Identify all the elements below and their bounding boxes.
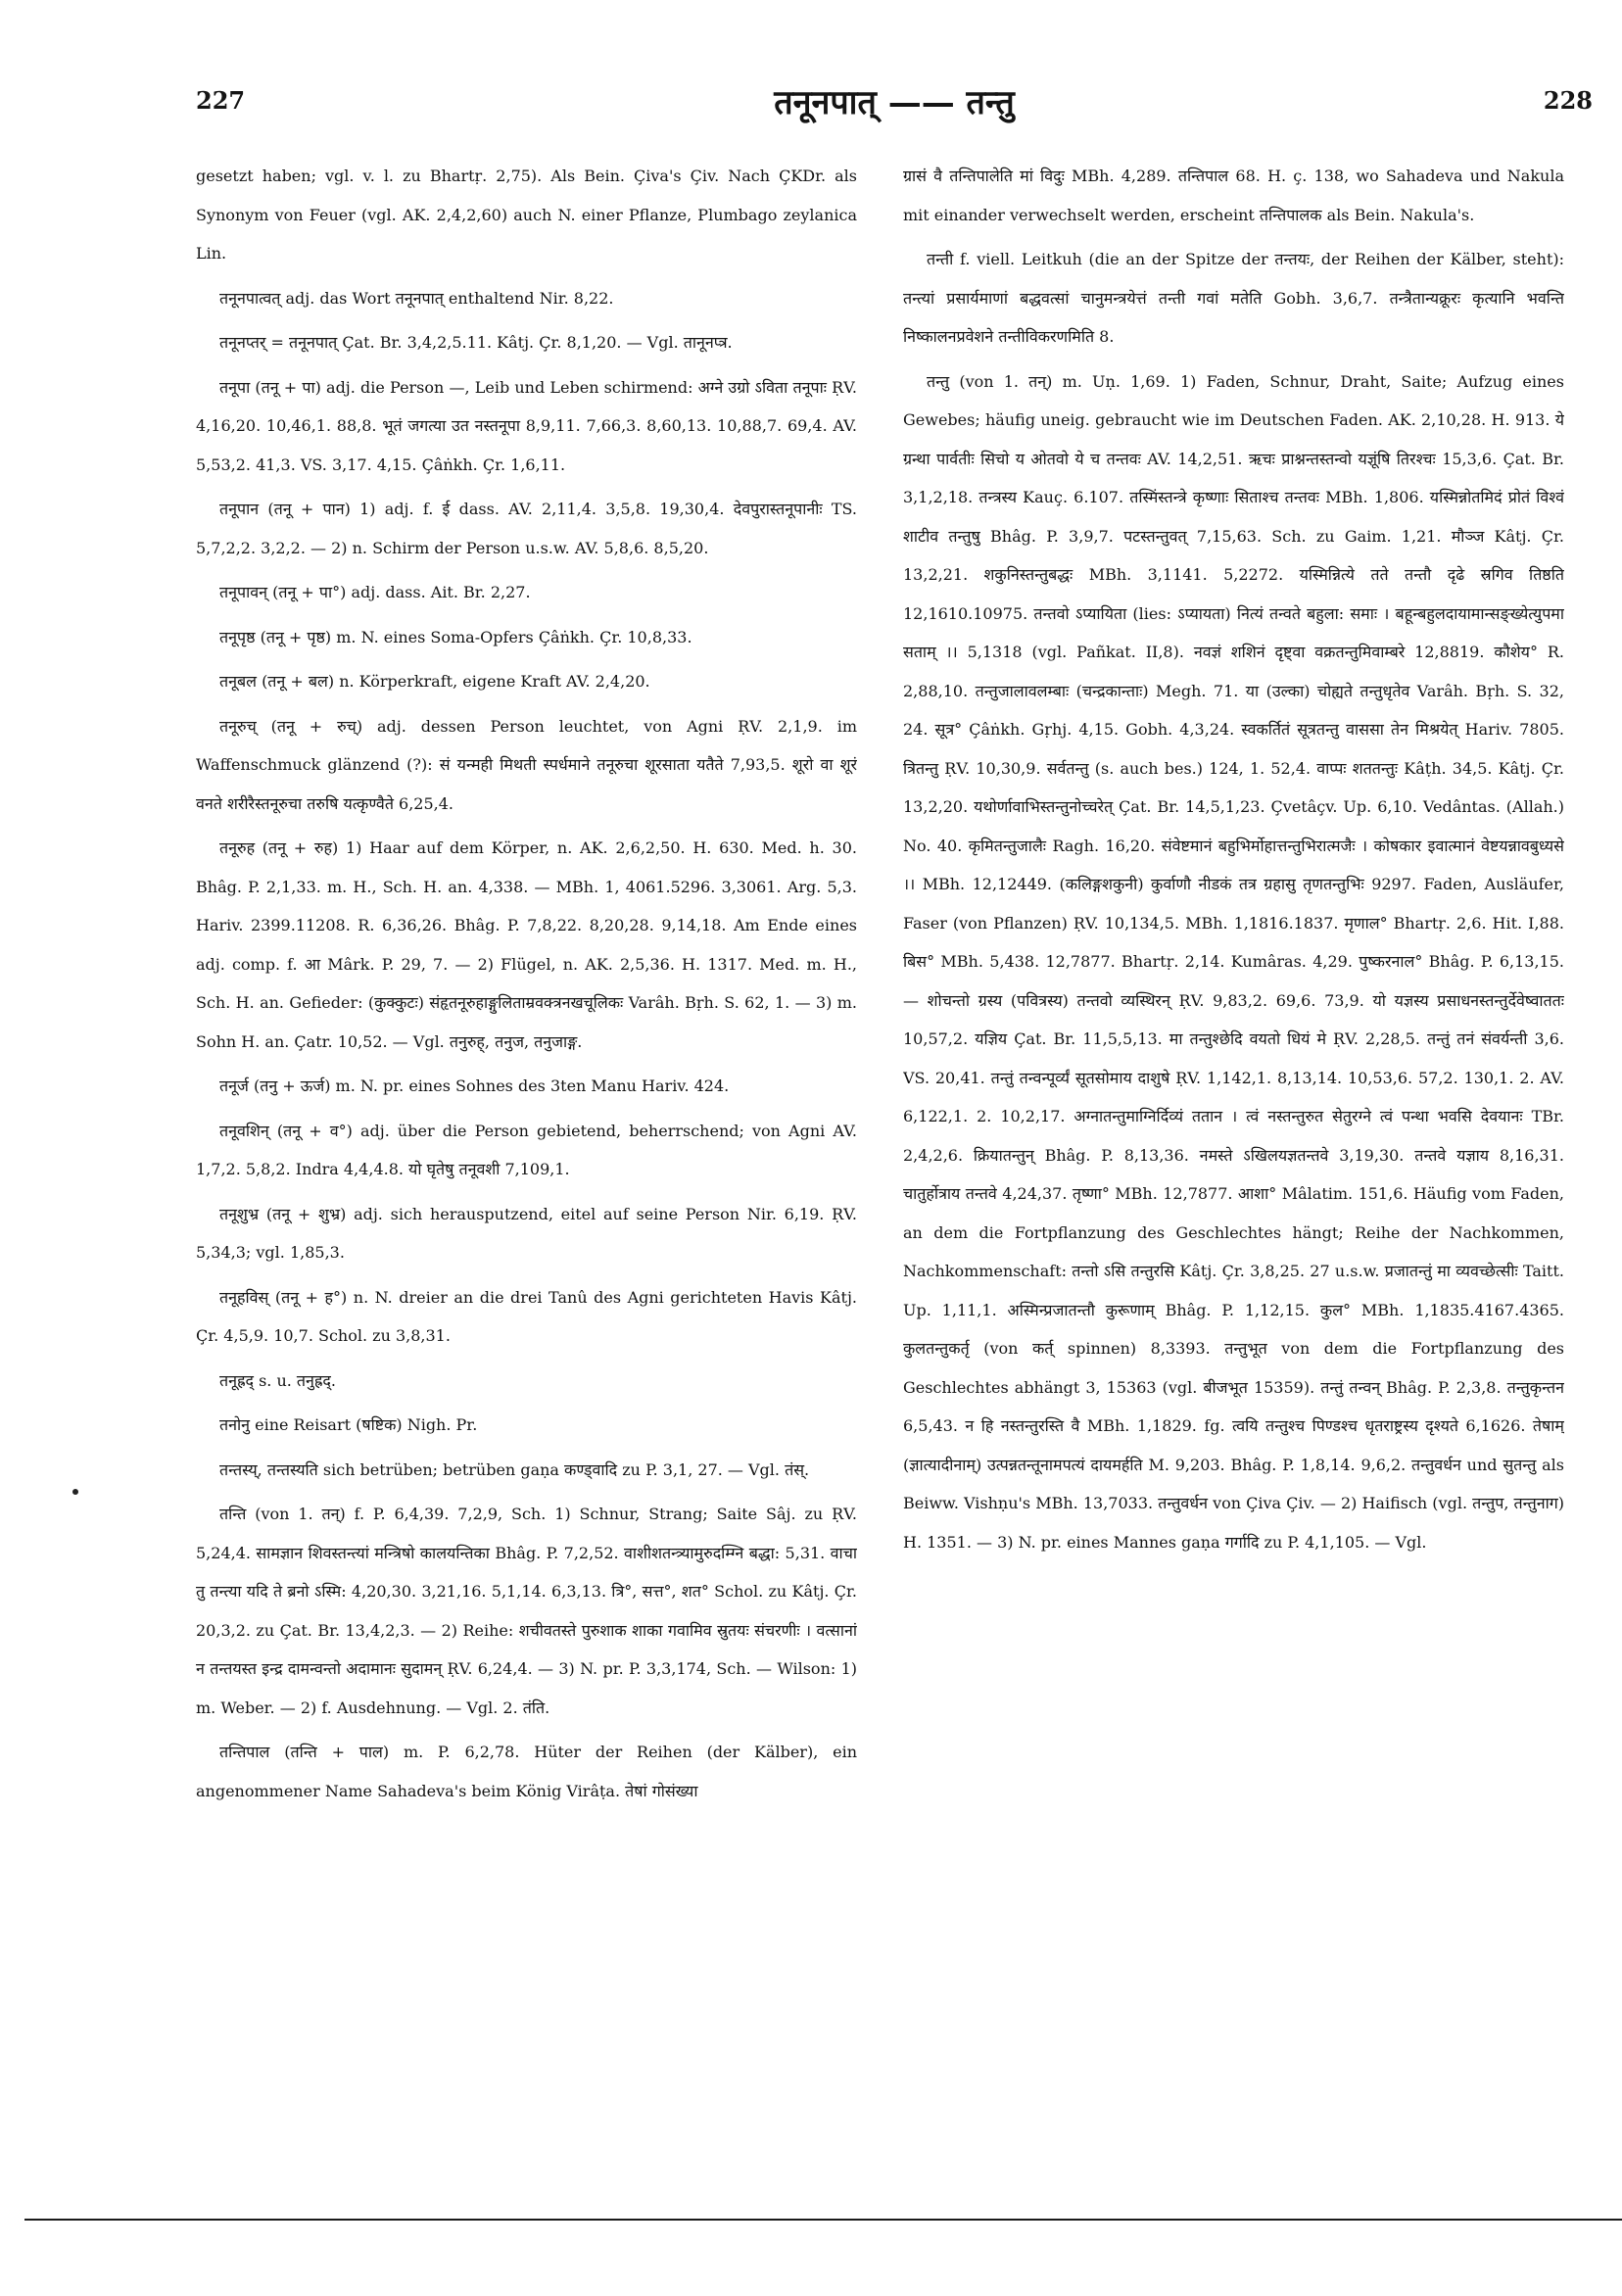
dictionary-entry: तन्तिपाल (तन्ति + पाल) m. P. 6,2,78. Hüter der Reihen (der Kälber), ein angenommener Name Sahadeva's beim König Virâṭa. तेषां गोसंख्या — [196, 1743, 857, 1800]
dictionary-entry: gesetzt haben; vgl. v. l. zu Bhartṛ. 2,75). Als Bein. Çiva's Çiv. Nach ÇKDr. als Synonym von Feuer (vgl. AK. 2,4,2,60) auch N. einer Pflanze, Plumbago zeylanica Lin. — [196, 167, 857, 263]
dictionary-entry: तनूर्ज (तनु + ऊर्ज) m. N. pr. eines Sohnes des 3ten Manu Hariv. 424. — [219, 1076, 730, 1095]
dictionary-entry: तनूवशिन् (तनू + व°) adj. über die Person gebietend, beherrschend; von Agni AV. 1,7,2. 5,8,2. Indra 4,4,4.8. यो घृतेषु तनूवशी 7,109,1. — [196, 1121, 857, 1178]
dictionary-entry: तनूपा (तनू + पा) adj. die Person —, Leib und Leben schirmend: अग्ने उग्रो ऽविता तनूपाः ṚV. 4,16,20. 10,46,1. 88,8. भूतं जगत्या उत नस्तनूपा 8,9,11. 7,66,3. 8,60,13. 10,88,7. 69,4. AV. 5,53,2. 41,3. VS. 3,17. 4,15. Çâṅkh. Çr. 1,6,11. — [196, 377, 857, 474]
dictionary-entry: तनूनपात्वत् adj. das Wort तनूनपात् enthaltend Nir. 8,22. — [219, 288, 614, 308]
dictionary-entry: तनूहविस् (तनू + ह°) n. N. dreier an die drei Tanû des Agni gerichteten Havis Kâtj. Çr. 4,5,9. 10,7. Schol. zu 3,8,31. — [196, 1287, 857, 1345]
margin-mark — [72, 1489, 78, 1495]
dictionary-entry: तनूशुभ्र (तनू + शुभ्र) adj. sich herausputzend, eitel auf seine Person Nir. 6,19. ṚV. 5,34,3; vgl. 1,85,3. — [196, 1204, 857, 1262]
dictionary-entry: तनूपान (तनू + पान) 1) adj. f. ई dass. AV. 2,11,4. 3,5,8. 19,30,4. देवपुरास्तनूपानीः TS. 5,7,2,2. 3,2,2. — 2) n. Schirm der Person u.s.w. AV. 5,8,6. 8,5,20. — [196, 500, 857, 557]
dictionary-entry: तन्ति (von 1. तन्) f. P. 6,4,39. 7,2,9, Sch. 1) Schnur, Strang; Saite Sâj. zu ṚV. 5,24,4. सामज्ञान शिवस्तन्त्यां मन्त्रिषो कालयन्तिका Bhâg. P. 7,2,52. वाशीशतन्त्र्यामुरुदम्ग्नि बद्धा: 5,31. वाचा तु तन्त्या यदि ते ब्रनो ऽस्मि: 4,20,30. 3,21,16. 5,1,14. 6,3,13. त्रि°, सत्त°, शत° Schol. zu Kâtj. Çr. 20,3,2. zu Çat. Br. 13,4,2,3. — 2) Reihe: शचीवतस्ते पुरुशाक शाका गवामिव स्रुतयः संचरणीः । वत्सानां न तन्तयस्त इन्द्र दामन्वन्तो अदामानः सुदामन् ṚV. 6,24,4. — 3) N. pr. P. 3,3,174, Sch. — Wilson: 1) m. Weber. — 2) f. Ausdehnung. — Vgl. 2. तंति. — [196, 1505, 857, 1717]
dictionary-entry: तनूरुच् (तनू + रुच्) adj. dessen Person leuchtet, von Agni ṚV. 2,1,9. im Waffenschmuck glänzend (?): सं यन्मही मिथती स्पर्धमाने तनूरुचा शूरसाता यतैते 7,93,5. शूरो वा शूरं वनते शरीरैस्तनूरुचा तरुषि यत्कृण्वैते 6,25,4. — [196, 716, 857, 813]
dictionary-entry: तनूह्रद् s. u. तनुह्रद्. — [219, 1370, 337, 1390]
dictionary-entry: ग्रासं वै तन्तिपालेति मां विदुः MBh. 4,289. तन्तिपाल 68. H. ç. 138, wo Sahadeva und Nakula mit einander verwechselt werden, erscheint तन्तिपालक als Bein. Nakula's. — [903, 167, 1564, 224]
dictionary-entry: तन्तस्य्, तन्तस्यति sich betrüben; betrüben gaṇa कण्ड्वादि zu P. 3,1, 27. — Vgl. तंस्. — [219, 1459, 810, 1479]
dictionary-entry: तनूपृष्ठ (तनू + पृष्ठ) m. N. eines Soma-Opfers Çâṅkh. Çr. 10,8,33. — [219, 627, 692, 646]
dictionary-entry: तनोनु eine Reisart (षष्टिक) Nigh. Pr. — [219, 1415, 478, 1434]
dictionary-entry: तन्ती f. viell. Leitkuh (die an der Spitze der तन्तयः, der Reihen der Kälber, steht): तन्त्यां प्रसार्यमाणां बद्धवत्सां चानुमन्त्रयेत्तं तन्ती गवां मतेति Gobh. 3,6,7. तन्त्रैतान्यक्रूरः कृत्यानि भवन्ति निष्कालनप्रवेशने तन्तीविकरणमिति 8. — [903, 250, 1564, 346]
dictionary-entry: तनूनप्तर् = तनूनपात् Çat. Br. 3,4,2,5.11. Kâtj. Çr. 8,1,20. — Vgl. तानूनप्त्र. — [219, 333, 733, 352]
right-page-number: 228 — [1543, 86, 1593, 115]
left-column — [196, 157, 857, 2077]
page-header — [196, 83, 1593, 135]
running-title: तनूनपात् —— तन्तु — [774, 83, 1015, 122]
dictionary-entry: तन्तु (von 1. तन्) m. Uṇ. 1,69. 1) Faden, Schnur, Draht, Saite; Aufzug eines Gewebes; häufig uneig. gebraucht wie im Deutschen Faden. AK. 2,10,28. H. 913. ये ग्रन्था पार्वतीः सिचो य ओतवो ये च तन्तवः AV. 14,2,51. ऋचः प्राश्नन्तस्तन्वो यज्ञूंषि तिरश्चः 15,3,6. Çat. Br. 3,1,2,18. तन्त्रस्य Kauç. 6.107. तस्मिंस्तन्त्रे कृष्णाः सिताश्च तन्तवः MBh. 1,806. यस्मिन्नोतमिदं प्रोतं विश्वं शाटीव तन्तुषु Bhâg. P. 3,9,7. पटस्तन्तुवत् 7,15,63. Sch. zu Gaim. 1,21. मौञ्ज Kâtj. Çr. 13,2,21. शकुनिस्तन्तुबद्धः MBh. 3,1141. 5,2272. यस्मिन्नित्ये तते तन्तौ दृढे स्रगिव तिष्ठति 12,1610.10975. तन्तवो ऽप्यायिता (lies: ऽप्यायता) नित्यं तन्वते बहुला: समाः । बहून्बहुलदायामान्सङ्ख्येत्युपमा सताम् ।। 5,1318 (vgl. Pañkat. II,8). नवज्ञं शशिनं दृष्ट्वा वक्रतन्तुमिवाम्बरे 12,8819. कौशेय° R. 2,88,10. तन्तुजालावलम्बाः (चन्द्रकान्ताः) Megh. 71. या (उल्का) चोह्यते तन्तुधृतेव Varâh. Bṛh. S. 32, 24. सूत्र° Çâṅkh. Gṛhj. 4,15. Gobh. 4,3,24. स्वकर्तितं सूत्रतन्तु वाससा तेन मिश्रयेत् Hariv. 7805. त्रितन्तु ṚV. 10,30,9. सर्वतन्तु (s. auch bes.) 124, 1. 52,4. वाप्पः शततन्तुः Kâṭh. 34,5. Kâtj. Çr. 13,2,20. यथोर्णावाभिस्तन्तुनोच्चरेत् Çat. Br. 14,5,1,23. Çvetâçv. Up. 6,10. Vedântas. (Allah.) No. 40. कृमितन्तुजालैः Ragh. 16,20. संवेष्टमानं बहुभिर्मोहात्तन्तुभिरात्मजैः । कोषकार इवात्मानं वेष्टयन्नावबुध्यसे ।। MBh. 12,12449. (कलिङ्गशकुनी) कुर्वाणौ नीडकं तत्र ग्रहासु तृणतन्तुभिः 9297. Faden, Ausläufer, Faser (von Pflanzen) ṚV. 10,134,5. MBh. 1,1816.1837. मृणाल° Bhartṛ. 2,6. Hit. I,88. बिस° MBh. 5,438. 12,7877. Bhartṛ. 2,14. Kumâras. 4,29. पुष्करनाल° Bhâg. P. 6,13,15. — शोचन्तो ग्रस्य (पवित्रस्य) तन्तवो व्यस्थिरन् ṚV. 9,83,2. 69,6. 73,9. यो यज्ञस्य प्रसाधनस्तन्तुर्देवेष्वाततः 10,57,2. यज्ञिय Çat. Br. 11,5,5,13. मा तन्तुश्छेदि वयतो धियं मे ṚV. 2,28,5. तन्तुं तनं संवर्यन्ती 3,6. VS. 20,41. तन्तुं तन्वन्पूर्व्यं सूतसोमाय दाशुषे ṚV. 1,142,1. 8,13,14. 10,53,6. 57,2. 130,1. 2. AV. 6,122,1. 2. 10,2,17. अग्नातन्तुमाग्निर्दिव्यं ततान । त्वं नस्तन्तुरुत सेतुरग्ने त्वं पन्था भवसि देवयानः TBr. 2,4,2,6. क्रियातन्तुन् Bhâg. P. 8,13,36. नमस्ते ऽखिलयज्ञतन्तवे 3,19,30. तन्तवे यज्ञाय 8,16,31. चातुर्होत्राय तन्तवे 4,24,37. तृष्णा° MBh. 12,7877. आशा° Mâlatim. 151,6. Häufig vom Faden, an dem die Fortpflanzung des Geschlechtes hängt; Reihe der Nachkommen, Nachkommenschaft: तन्तो ऽसि तन्तुरसि Kâtj. Çr. 3,8,25. 27 u.s.w. प्रजातन्तुं मा व्यवच्छेत्सीः Taitt. Up. 1,11,1. अस्मिन्प्रजातन्तौ कुरूणाम् Bhâg. P. 1,12,15. कुल° MBh. 1,1835.4167.4365. कुलतन्तुकर्तृ (von कर्त् spinnen) 8,3393. तन्तुभूत von dem die Fortpflanzung des Geschlechtes abhängt 3, 15363 (vgl. बीजभूत 15359). तन्तुं तन्वन् Bhâg. P. 2,3,8. तन्तुकृन्तन 6,5,43. न हि नस्तन्तुरस्ति वै MBh. 1,1829. fg. त्वयि तन्तुश्च पिण्डश्च धृतराष्ट्रस्य दृश्यते 6,1626. तेषाम् (ज्ञात्यादीनाम्) उत्पन्नतन्तूनामपत्यं दायमर्हति M. 9,203. Bhâg. P. 1,8,14. 9,6,2. तन्तुवर्धन und सुतन्तु als Beiww. Vishṇu's MBh. 13,7033. तन्तुवर्धन von Çiva Çiv. — 2) Haifisch (vgl. तन्तुप, तन्तुनाग) H. 1351. — 3) N. pr. eines Mannes gaṇa गर्गादि zu P. 4,1,105. — Vgl. — [903, 371, 1564, 1552]
right-column — [903, 157, 1564, 2077]
dictionary-entry: तनूबल (तनू + बल) n. Körperkraft, eigene Kraft AV. 2,4,20. — [219, 672, 650, 691]
left-page-number: 227 — [196, 86, 246, 115]
dictionary-entry: तनूरुह (तनू + रुह) 1) Haar auf dem Körper, n. AK. 2,6,2,50. H. 630. Med. h. 30. Bhâg. P. 2,1,33. m. H., Sch. H. an. 4,338. — MBh. 1, 4061.5296. 3,3061. Arg. 5,3. Hariv. 2399.11208. R. 6,36,26. Bhâg. P. 7,8,22. 8,20,28. 9,14,18. Am Ende eines adj. comp. f. आ Mârk. P. 29, 7. — 2) Flügel, n. AK. 2,5,36. H. 1317. Med. m. H., Sch. H. an. Gefieder: (कुक्कुटः) संहृतनूरुहाङ्गुलिताम्रवक्त्रनखचूलिकः Varâh. Bṛh. S. 62, 1. — 3) m. Sohn H. an. Çatr. 10,52. — Vgl. तनुरुह्, तनुज, तनुजाङ्ग. — [196, 838, 857, 1051]
bottom-rule — [24, 2219, 1622, 2221]
dictionary-entry: तनूपावन् (तनू + पा°) adj. dass. Ait. Br. 2,27. — [219, 583, 531, 601]
